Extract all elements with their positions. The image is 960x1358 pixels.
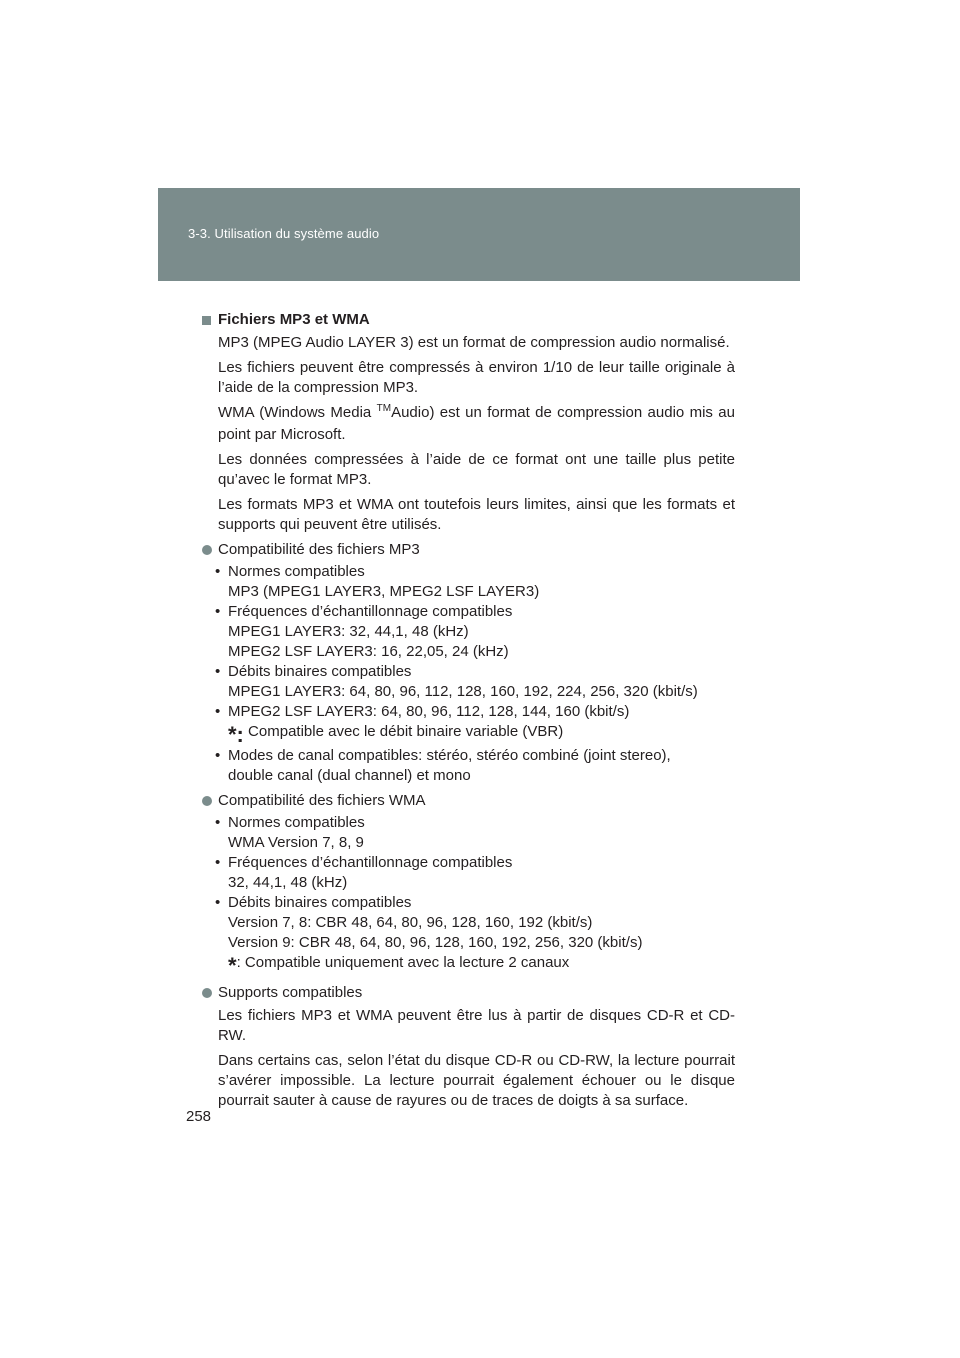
paragraph-compression: Les fichiers peuvent être compressés à environ 1/10 de leur taille originale à l’aide de la compression MP3. [218, 359, 735, 396]
wma-compat-heading [202, 791, 735, 811]
mp3-compat-title: Compatibilité des fichiers MP3 [218, 541, 420, 558]
list-item [215, 813, 735, 853]
section-title: 3-3. Utilisation du système audio [188, 226, 380, 241]
wma-text-after: Audio) est un format de compression audio mis au point par Microsoft. [218, 404, 735, 443]
media-title: Supports compatibles [218, 984, 363, 1001]
list-item [215, 853, 735, 893]
paragraph-limits: Les formats MP3 et WMA ont toutefois leurs limites, ainsi que les formats et supports qui peuvent être utilisés. [218, 496, 735, 533]
list-item [215, 562, 735, 602]
wma-text-before: WMA (Windows Media [218, 404, 377, 421]
heading-text: Fichiers MP3 et WMA [218, 311, 370, 328]
bullet-dot: • [215, 663, 221, 680]
asterisk-marker: * [228, 953, 237, 978]
list-item-value: double canal (dual channel) et mono [228, 767, 471, 784]
wma-compat-list [215, 813, 735, 978]
asterisk-marker: *: [228, 722, 244, 747]
bullet-dot: • [215, 603, 221, 620]
paragraph-media-discs: Les fichiers MP3 et WMA peuvent être lus à partir de disques CD-R et CD-RW. [218, 1007, 735, 1044]
list-item-value: 32, 44,1, 48 (kHz) [228, 874, 348, 891]
list-item-label: Débits binaires compatibles [228, 663, 412, 680]
list-item [215, 893, 735, 978]
list-item-value: WMA Version 7, 8, 9 [228, 834, 364, 851]
circle-bullet-icon [202, 988, 212, 998]
list-item-value: MP3 (MPEG1 LAYER3, MPEG2 LSF LAYER3) [228, 583, 540, 600]
section-header-band [158, 188, 800, 281]
list-item-value: MPEG2 LSF LAYER3: 64, 80, 96, 112, 128, 144, 160 (kbit/s) [228, 703, 630, 720]
list-item-value: MPEG1 LAYER3: 64, 80, 96, 112, 128, 160, 192, 224, 256, 320 (kbit/s) [228, 683, 698, 700]
list-item-value: MPEG2 LSF LAYER3: 16, 22,05, 24 (kHz) [228, 643, 509, 660]
list-item [215, 662, 735, 702]
bullet-dot: • [215, 563, 221, 580]
list-item-label: Normes compatibles [228, 814, 365, 831]
mp3-compat-list [215, 562, 735, 786]
bullet-dot: • [215, 854, 221, 871]
bullet-dot: • [215, 703, 221, 720]
channel-note [228, 953, 735, 978]
page-content [202, 310, 735, 1111]
paragraph-mp3-definition: MP3 (MPEG Audio LAYER 3) est un format de compression audio normalisé. [218, 334, 730, 351]
circle-bullet-icon [202, 796, 212, 806]
page-number: 258 [186, 1108, 212, 1125]
list-item-label: Fréquences d’échantillonnage compatibles [228, 603, 513, 620]
square-bullet-icon [202, 316, 211, 325]
bullet-dot: • [215, 747, 221, 764]
circle-bullet-icon [202, 545, 212, 555]
list-item-value: Version 9: CBR 48, 64, 80, 96, 128, 160, 192, 256, 320 (kbit/s) [228, 934, 643, 951]
wma-compat-title: Compatibilité des fichiers WMA [218, 792, 426, 809]
vbr-note [228, 722, 735, 747]
vbr-note-text: Compatible avec le débit binaire variable (VBR) [243, 723, 564, 740]
list-item [215, 602, 735, 662]
trademark-sup: TM [376, 403, 392, 414]
bullet-dot: • [215, 894, 221, 911]
bullet-dot: • [215, 814, 221, 831]
paragraph-size: Les données compressées à l’aide de ce format ont une taille plus petite qu’avec le format MP3. [218, 451, 735, 488]
paragraph-wma-definition [218, 403, 735, 445]
section-heading [202, 310, 735, 330]
list-item-value: Modes de canal compatibles: stéréo, stéréo combiné (joint stereo), [228, 747, 671, 764]
list-item-label: Débits binaires compatibles [228, 894, 412, 911]
list-item [215, 702, 735, 747]
list-item [215, 746, 735, 786]
channel-note-text: : Compatible uniquement avec la lecture 2 canaux [236, 954, 570, 971]
list-item-label: Normes compatibles [228, 563, 365, 580]
paragraph-media-warning: Dans certains cas, selon l’état du disque CD-R ou CD-RW, la lecture pourrait s’avérer impossible. La lecture pourrait également échouer ou le disque pourrait sauter à cause de rayures ou de traces de doigts à sa surface. [218, 1052, 735, 1109]
list-item-label: Fréquences d’échantillonnage compatibles [228, 854, 513, 871]
list-item-value: MPEG1 LAYER3: 32, 44,1, 48 (kHz) [228, 623, 469, 640]
media-heading [202, 983, 735, 1003]
list-item-value: Version 7, 8: CBR 48, 64, 80, 96, 128, 160, 192 (kbit/s) [228, 914, 593, 931]
mp3-compat-heading [202, 540, 735, 560]
